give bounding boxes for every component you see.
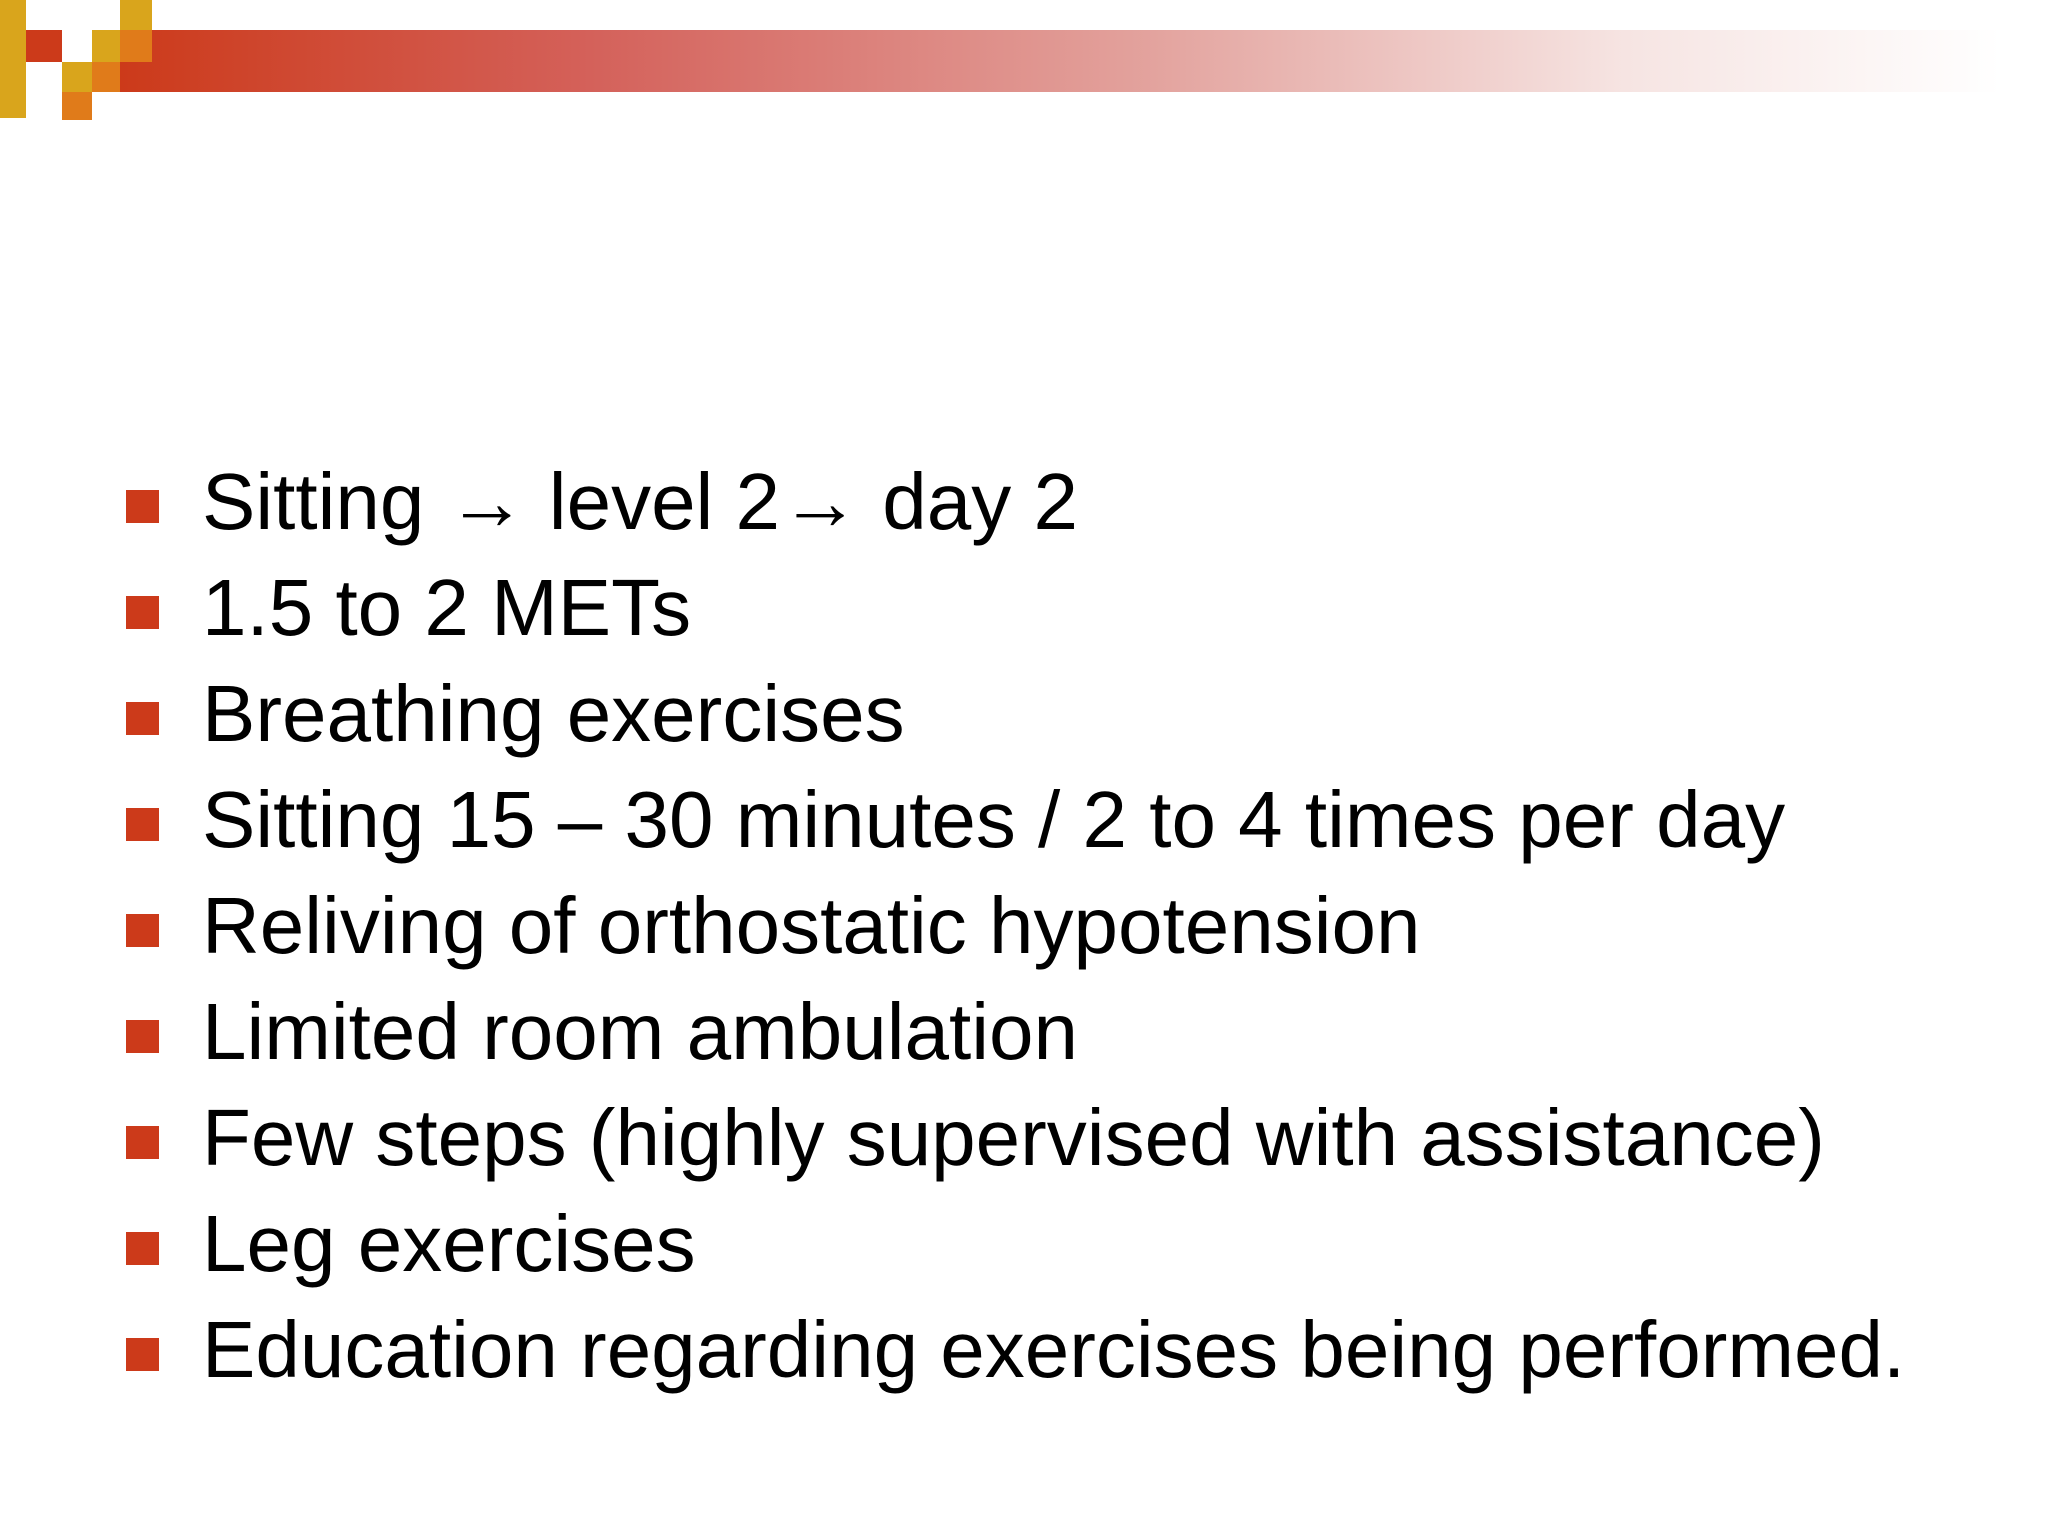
square-bullet-icon: [126, 596, 159, 629]
bullet-text: Education regarding exercises being performed.: [202, 1305, 1906, 1394]
square-bullet-icon: [126, 1338, 159, 1371]
square-bullet-icon: [126, 702, 159, 735]
bullet-item: [126, 452, 1905, 558]
bullet-text: Sitting 15 – 30 minutes / 2 to 4 times per day: [202, 775, 1786, 864]
square-bullet-icon: [126, 808, 159, 841]
bullet-text: Sitting → level 2→ day 2: [202, 457, 1078, 546]
square-bullet-icon: [126, 490, 159, 523]
bullet-item: [126, 876, 1905, 982]
bullet-text: Reliving of orthostatic hypotension: [202, 881, 1421, 970]
bullet-text: Leg exercises: [202, 1199, 696, 1288]
bullet-list: [126, 452, 1905, 1406]
header-gradient-bar: [120, 30, 2000, 92]
bullet-text: Limited room ambulation: [202, 987, 1078, 1076]
bullet-item: [126, 982, 1905, 1088]
square-bullet-icon: [126, 1126, 159, 1159]
bullet-item: [126, 770, 1905, 876]
bullet-item: [126, 1300, 1905, 1406]
square-bullet-icon: [126, 914, 159, 947]
bullet-text: Breathing exercises: [202, 669, 905, 758]
corner-decoration: [0, 0, 160, 124]
bullet-text: Few steps (highly supervised with assistance): [202, 1093, 1825, 1182]
bullet-item: [126, 1194, 1905, 1300]
square-bullet-icon: [126, 1232, 159, 1265]
bullet-item: [126, 1088, 1905, 1194]
bullet-text: 1.5 to 2 METs: [202, 563, 692, 652]
bullet-item: [126, 558, 1905, 664]
square-bullet-icon: [126, 1020, 159, 1053]
bullet-item: [126, 664, 1905, 770]
